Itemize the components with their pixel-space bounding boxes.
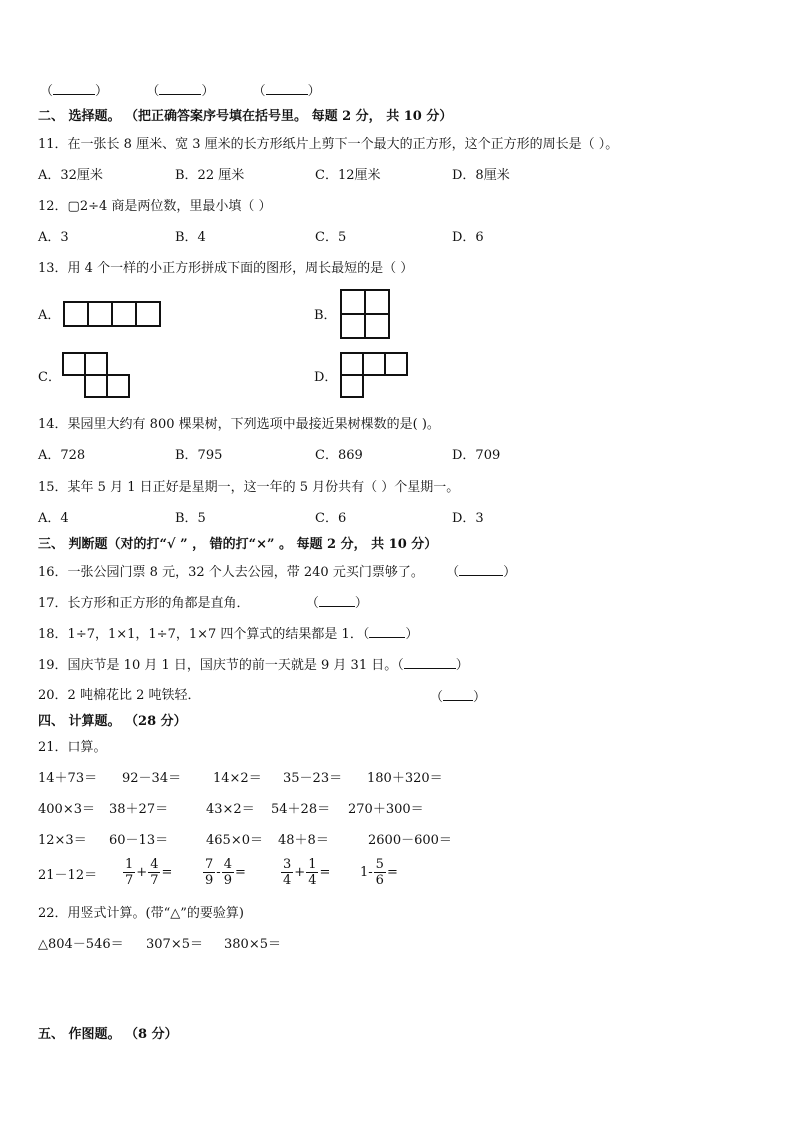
paren-left: （ — [430, 690, 444, 705]
fraction-expression — [280, 857, 330, 888]
numerator: 7 — [205, 857, 214, 872]
calc-item: 48＋8＝ — [278, 833, 329, 848]
denominator: 7 — [150, 873, 159, 888]
q11-option-b[interactable]: B．22 厘米 — [175, 168, 245, 183]
question-17-text: 17．长方形和正方形的角都是直角． — [38, 596, 250, 611]
question-12: 12．▢2÷4 商是两位数，里最小填（ ） — [38, 199, 272, 214]
vertical-calc-item: △804－546＝ — [38, 937, 124, 952]
numerator: 3 — [283, 857, 292, 872]
fraction-expression — [122, 857, 172, 888]
calc-item: 92－34＝ — [122, 771, 182, 786]
question-15: 15．某年 5 月 1 日正好是星期一，这一年的 5 月份共有（ ）个星期一。 — [38, 480, 460, 495]
q12-option-b[interactable]: B．4 — [175, 230, 206, 245]
question-18-text: 18．1÷7，1×1，1÷7，1×7 四个算式的结果都是 1． — [38, 627, 363, 642]
paren-right: ） — [307, 84, 321, 99]
section-3-title: 三、 判断题（对的打“√ ” ， 错的打“×” 。 每题 2 分， 共 10 分） — [38, 537, 438, 552]
equals: = — [161, 865, 173, 880]
shape-c-z-shape — [62, 352, 136, 402]
numerator: 1 — [125, 857, 134, 872]
paren-left: （ — [446, 565, 460, 580]
denominator: 9 — [205, 873, 214, 888]
calc-item: 54＋28＝ — [271, 802, 331, 817]
q15-option-a[interactable]: A．4 — [38, 511, 69, 526]
shape-b-two-by-two — [340, 289, 392, 341]
answer-blank[interactable] — [53, 82, 95, 95]
q13-option-d-label[interactable]: D． — [314, 370, 338, 385]
section-5-title: 五、 作图题。 （8 分） — [38, 1027, 178, 1042]
question-19-text: 19．国庆节是 10 月 1 日，国庆节的前一天就是 9 月 31 日。 — [38, 658, 398, 673]
q12-option-a[interactable]: A．3 — [38, 230, 69, 245]
question-21: 21．口算。 — [38, 740, 107, 755]
fraction-expression — [202, 857, 246, 888]
paren-left: （ — [362, 627, 370, 642]
q13-option-b-label[interactable]: B． — [314, 308, 337, 323]
calc-item: 270＋300＝ — [348, 802, 424, 817]
section-2-title: 二、 选择题。 （把正确答案序号填在括号里。 每题 2 分， 共 10 分） — [38, 109, 453, 124]
paren-left: （ — [305, 596, 319, 611]
q11-option-c[interactable]: C．12厘米 — [315, 168, 381, 183]
q12-option-c[interactable]: C．5 — [315, 230, 347, 245]
q15-option-b[interactable]: B．5 — [175, 511, 206, 526]
paren-right: ） — [201, 84, 215, 99]
judge-blank[interactable] — [443, 688, 473, 701]
paren-left: （ — [146, 84, 160, 99]
q11-option-a[interactable]: A．32厘米 — [38, 168, 103, 183]
judge-blank[interactable] — [319, 594, 355, 607]
question-13: 13．用 4 个一样的小正方形拼成下面的图形，周长最短的是（ ） — [38, 261, 414, 276]
q14-option-d[interactable]: D．709 — [452, 448, 501, 463]
question-20-text: 20．2 吨棉花比 2 吨铁轻． — [38, 688, 201, 703]
operator: + — [294, 865, 306, 880]
section-4-title: 四、 计算题。 （28 分） — [38, 714, 187, 729]
operator: - — [216, 865, 221, 880]
q11-option-d[interactable]: D．8厘米 — [452, 168, 510, 183]
calc-item: 2600－600＝ — [368, 833, 452, 848]
equals: = — [386, 865, 398, 880]
vertical-calc-item: 380×5＝ — [224, 937, 281, 952]
judge-blank[interactable] — [404, 656, 456, 669]
question-20-answer — [430, 688, 486, 706]
q15-option-d[interactable]: D．3 — [452, 511, 484, 526]
vertical-calc-item: 307×5＝ — [146, 937, 203, 952]
q13-option-c-label[interactable]: C． — [38, 370, 61, 385]
denominator: 9 — [223, 873, 232, 888]
fraction-expression — [360, 857, 398, 888]
equals: = — [319, 865, 331, 880]
calc-item: 12×3＝ — [38, 833, 87, 848]
top-blanks — [40, 82, 321, 100]
paren-right: ） — [473, 690, 487, 705]
judge-blank[interactable] — [459, 563, 503, 576]
whole-number-minus: 1- — [360, 865, 373, 880]
calc-item: 43×2＝ — [206, 802, 255, 817]
question-19 — [38, 656, 469, 674]
q12-option-d[interactable]: D．6 — [452, 230, 484, 245]
question-22: 22．用竖式计算。(带“△”的要验算) — [38, 906, 244, 921]
paren-left: （ — [252, 84, 266, 99]
question-16-text: 16．一张公园门票 8 元，32 个人去公园，带 240 元买门票够了。 — [38, 565, 424, 580]
denominator: 4 — [283, 873, 292, 888]
calc-item: 465×0＝ — [206, 833, 263, 848]
answer-blank[interactable] — [159, 82, 201, 95]
calc-item: 14×2＝ — [213, 771, 262, 786]
denominator: 6 — [375, 873, 384, 888]
calc-item: 180＋320＝ — [367, 771, 443, 786]
calc-item: 14＋73＝ — [38, 771, 98, 786]
paren-right: ） — [354, 596, 368, 611]
numerator: 5 — [375, 857, 384, 872]
question-14: 14．果园里大约有 800 棵果树，下列选项中最接近果树棵数的是( )。 — [38, 417, 440, 432]
paren-left: （ — [397, 658, 404, 673]
numerator: 4 — [150, 857, 159, 872]
denominator: 4 — [308, 873, 317, 888]
equals: = — [234, 865, 246, 880]
q15-option-c[interactable]: C．6 — [315, 511, 347, 526]
calc-item: 400×3＝ — [38, 802, 95, 817]
q14-option-a[interactable]: A．728 — [38, 448, 86, 463]
q13-option-a-label[interactable]: A． — [38, 308, 61, 323]
answer-blank[interactable] — [266, 82, 308, 95]
paren-right: ） — [455, 658, 469, 673]
denominator: 7 — [125, 873, 134, 888]
question-16 — [38, 563, 516, 581]
paren-left: （ — [40, 84, 54, 99]
paren-right: ） — [503, 565, 517, 580]
operator: + — [136, 865, 148, 880]
calc-item: 35－23＝ — [283, 771, 343, 786]
paren-right: ） — [95, 84, 109, 99]
calc-item: 38＋27＝ — [109, 802, 169, 817]
shape-d-l-shape — [340, 352, 414, 402]
question-17 — [38, 594, 368, 612]
judge-blank[interactable] — [369, 625, 405, 638]
question-11: 11．在一张长 8 厘米、宽 3 厘米的长方形纸片上剪下一个最大的正方形，这个正方形的周长是（ ）。 — [38, 137, 619, 152]
calc-item: 60－13＝ — [109, 833, 169, 848]
calc-item: 21－12＝ — [38, 868, 98, 883]
q14-option-c[interactable]: C．869 — [315, 448, 363, 463]
paren-right: ） — [405, 627, 419, 642]
numerator: 4 — [223, 857, 232, 872]
question-18 — [38, 625, 418, 643]
question-20 — [38, 688, 200, 704]
numerator: 1 — [308, 857, 317, 872]
shape-a-four-in-row — [63, 301, 163, 327]
q14-option-b[interactable]: B．795 — [175, 448, 223, 463]
